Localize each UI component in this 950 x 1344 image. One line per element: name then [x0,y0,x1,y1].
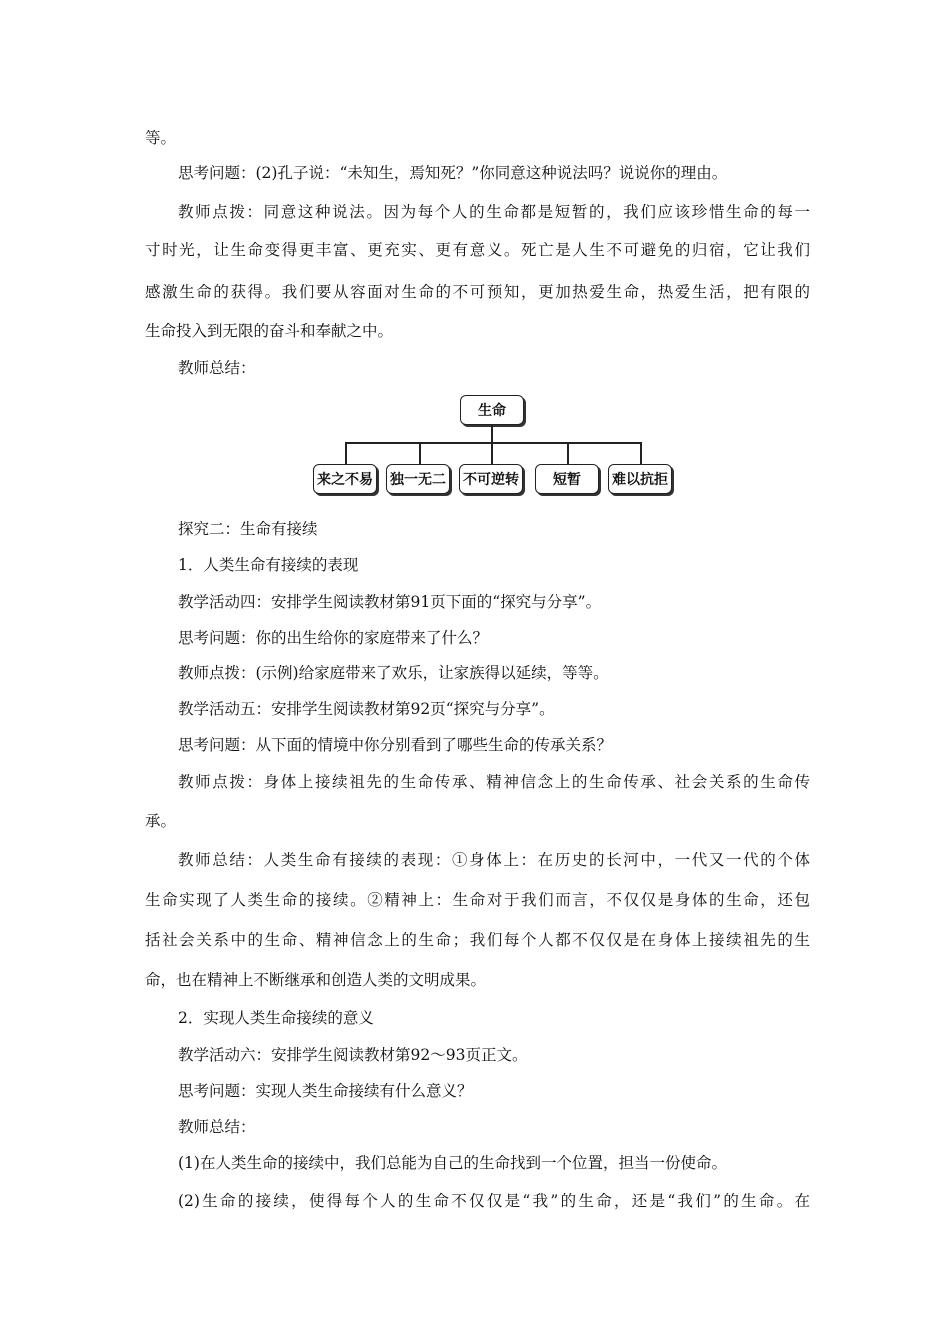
text-line: 思考问题：(2)孔子说：“未知生，焉知死？”你同意这种说法吗？说说你的理由。 [178,164,728,182]
connector-line [345,442,347,464]
text-line: 教师点拨：同意这种说法。因为每个人的生命都是短暂的，我们应该珍惜生命的每一 [178,203,810,221]
life-diagram [300,388,680,498]
connector-line [345,442,642,444]
diagram-root-box: 生命 [460,395,524,425]
text-line: (2)生命的接续，使得每个人的生命不仅仅是“我”的生命，还是“我们”的生命。在 [178,1192,810,1210]
text-line: 思考问题：实现人类生命接续有什么意义？ [178,1082,473,1100]
text-line: 教师总结： [178,359,256,377]
text-line: 教学活动四：安排学生阅读教材第91页下面的“探究与分享”。 [178,593,602,611]
connector-line [567,442,569,464]
text-line: 教师点拨：(示例)给家庭带来了欢乐，让家族得以延续，等等。 [178,664,609,682]
text-line: 生命投入到无限的奋斗和奉献之中。 [145,322,394,340]
connector-line [419,442,421,464]
text-line: 生命实现了人类生命的接续。②精神上：生命对于我们而言，不仅仅是身体的生命，还包 [145,891,810,909]
text-line: 教师总结： [178,1118,256,1136]
text-line: 思考问题：你的出生给你的家庭带来了什么？ [178,629,489,647]
text-line: 等。 [145,129,177,147]
text-line: 括社会关系中的生命、精神信念上的生命；我们每个人都不仅仅是在身体上接续祖先的生 [145,931,810,949]
connector-line [491,425,493,442]
subsection-heading: 1．人类生命有接续的表现 [178,556,359,574]
diagram-child-box: 难以抗拒 [608,464,672,494]
diagram-child-box: 独一无二 [386,464,450,494]
section-heading: 探究二：生命有接续 [178,520,318,538]
diagram-child-box: 短暂 [535,464,599,494]
text-line: 教学活动五：安排学生阅读教材第92页“探究与分享”。 [178,700,555,718]
text-line: (1)在人类生命的接续中，我们总能为自己的生命找到一个位置，担当一份使命。 [178,1154,727,1172]
connector-line [640,442,642,464]
text-line: 思考问题：从下面的情境中你分别看到了哪些生命的传承关系？ [178,736,613,754]
text-line: 命，也在精神上不断继承和创造人类的文明成果。 [145,971,487,989]
connector-line [491,442,493,464]
diagram-child-box: 来之不易 [313,464,377,494]
text-line: 教师点拨：身体上接续祖先的生命传承、精神信念上的生命传承、社会关系的生命传 [178,773,810,791]
subsection-heading: 2．实现人类生命接续的意义 [178,1009,374,1027]
text-line: 教师总结：人类生命有接续的表现：①身体上：在历史的长河中，一代又一代的个体 [178,851,810,869]
diagram-child-box: 不可逆转 [459,464,523,494]
text-line: 寸时光，让生命变得更丰富、更充实、更有意义。死亡是人生不可避免的归宿，它让我们 [145,241,810,259]
text-line: 承。 [145,812,177,830]
text-line: 感激生命的获得。我们要从容面对生命的不可预知，更加热爱生命，热爱生活，把有限的 [145,283,810,301]
text-line: 教学活动六：安排学生阅读教材第92～93页正文。 [178,1046,528,1064]
